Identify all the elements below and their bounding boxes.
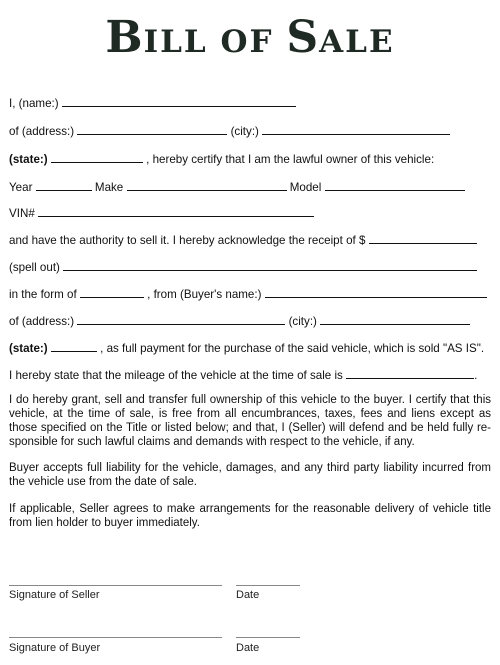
form-of-field[interactable] xyxy=(80,287,144,298)
address-label-1: of (address:) xyxy=(9,125,75,138)
buyer-date-line[interactable] xyxy=(236,637,300,638)
vin-label: VIN# xyxy=(9,207,35,220)
address-field-2[interactable] xyxy=(77,314,285,325)
model-field[interactable] xyxy=(325,180,465,191)
year-label: Year xyxy=(9,181,33,194)
city-label-1: (city:) xyxy=(230,125,259,138)
full-payment-text: , as full payment for the purchase of the said vehicle, which is sold "AS IS". xyxy=(100,342,485,355)
document-title xyxy=(0,12,500,63)
state-label-1: (state:) xyxy=(9,153,48,166)
mileage-line xyxy=(9,368,477,383)
certify-text: , hereby certify that I am the lawful owner of this vehicle: xyxy=(146,153,435,166)
vin-field[interactable] xyxy=(38,206,314,217)
mileage-text: I hereby state that the mileage of the vehicle at the time of sale is xyxy=(9,369,343,382)
vehicle-details-line xyxy=(9,180,465,195)
liability-paragraph: Buyer accepts full liability for the vehicle, damages, and any third party liability incurred from the vehicle use from the date of sale. xyxy=(9,462,491,488)
seller-date-label: Date xyxy=(236,589,260,601)
spell-out-field[interactable] xyxy=(63,260,477,271)
seller-signature-label: Signature of Seller xyxy=(9,589,100,601)
spell-out-label: (spell out) xyxy=(9,261,60,274)
address-line-1 xyxy=(9,124,450,139)
title-part-4: ALE xyxy=(319,24,395,60)
name-line xyxy=(9,96,296,111)
title-part-1: B xyxy=(105,12,144,63)
state-field-2[interactable] xyxy=(51,341,97,352)
mileage-period: . xyxy=(474,369,478,382)
spell-out-line xyxy=(9,260,477,275)
form-of-label: in the form of xyxy=(9,288,77,301)
make-label: Make xyxy=(94,181,124,194)
state-line-2 xyxy=(9,341,484,356)
buyer-signature-line[interactable] xyxy=(9,637,222,638)
amount-field[interactable] xyxy=(369,233,477,244)
buyer-date-label: Date xyxy=(236,642,260,654)
year-field[interactable] xyxy=(36,180,92,191)
name-field[interactable] xyxy=(62,96,296,107)
state-line-1 xyxy=(9,152,434,167)
buyer-name-label: , from (Buyer's name:) xyxy=(147,288,262,301)
authority-text: and have the authority to sell it. I hereby acknowledge the receipt of $ xyxy=(9,234,366,247)
address-field-1[interactable] xyxy=(77,124,227,135)
title-part-2: ILL OF xyxy=(143,24,287,60)
seller-signature-line[interactable] xyxy=(9,585,222,586)
authority-line xyxy=(9,233,477,248)
vin-line xyxy=(9,206,314,221)
buyer-signature-label: Signature of Buyer xyxy=(9,642,101,654)
address-label-2: of (address:) xyxy=(9,315,75,328)
city-field-1[interactable] xyxy=(262,124,450,135)
state-field-1[interactable] xyxy=(51,152,143,163)
buyer-name-field[interactable] xyxy=(265,287,487,298)
grant-paragraph: I do hereby grant, sell and transfer full ownership of this vehicle to the buyer. I certify that this vehicle, at the time of sale, is free from all encumbrances, taxes, fees and liens except as those specified on the Title or listed below; and that, I (Seller) will defend and be held fully re-sponsible for such lawful claims and demands with respect to the vehicle, if any. xyxy=(9,394,491,448)
title-part-3: S xyxy=(286,12,320,63)
payment-form-line xyxy=(9,287,487,302)
model-label: Model xyxy=(289,181,322,194)
mileage-field[interactable] xyxy=(346,368,474,379)
address-line-2 xyxy=(9,314,470,329)
name-label: I, (name:) xyxy=(9,97,59,110)
arrangements-paragraph: If applicable, Seller agrees to make arrangements for the reasonable delivery of vehicle title from lien holder to buyer immediately. xyxy=(9,503,491,529)
make-field[interactable] xyxy=(127,180,287,191)
state-label-2: (state:) xyxy=(9,342,48,355)
city-label-2: (city:) xyxy=(288,315,317,328)
city-field-2[interactable] xyxy=(320,314,470,325)
seller-date-line[interactable] xyxy=(236,585,300,586)
